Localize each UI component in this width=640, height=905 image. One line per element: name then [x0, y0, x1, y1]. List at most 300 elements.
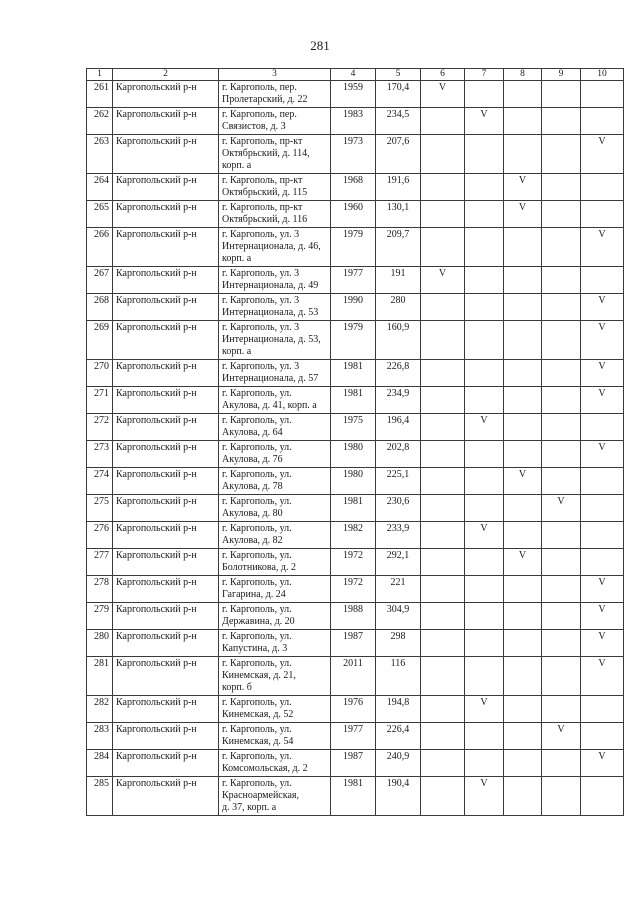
address-line: г. Каргополь, пр-кт: [222, 136, 303, 147]
mark-cell-col-6: [421, 696, 465, 723]
mark-cell-col-6: V: [421, 81, 465, 108]
mark-cell-col-9: [542, 387, 581, 414]
address-line: Акулова, д. 82: [222, 535, 283, 546]
mark-cell-col-9: [542, 549, 581, 576]
row-number: 272: [87, 414, 113, 441]
mark-cell-col-8: V: [504, 174, 542, 201]
mark-cell-col-7: [465, 468, 504, 495]
area-cell: 170,4: [376, 81, 421, 108]
address-line: Капустина, д. 3: [222, 643, 288, 654]
district-cell: Каргопольский р-н: [113, 174, 219, 201]
mark-cell-col-7: [465, 576, 504, 603]
address-cell: [219, 696, 331, 723]
area-cell: 280: [376, 294, 421, 321]
column-number: 5: [376, 69, 421, 81]
column-number: 7: [465, 69, 504, 81]
mark-cell-col-10: [581, 81, 624, 108]
year-cell: 2011: [331, 657, 376, 696]
mark-cell-col-10: [581, 468, 624, 495]
mark-cell-col-9: [542, 441, 581, 468]
address-line: г. Каргополь, ул.: [222, 658, 292, 669]
address-cell: [219, 657, 331, 696]
row-number: 278: [87, 576, 113, 603]
area-cell: 226,8: [376, 360, 421, 387]
district-cell: Каргопольский р-н: [113, 522, 219, 549]
year-cell: 1981: [331, 360, 376, 387]
mark-cell-col-8: [504, 522, 542, 549]
mark-cell-col-6: [421, 228, 465, 267]
mark-cell-col-7: [465, 228, 504, 267]
column-number: 6: [421, 69, 465, 81]
mark-cell-col-6: [421, 576, 465, 603]
column-number: 9: [542, 69, 581, 81]
mark-cell-col-10: V: [581, 657, 624, 696]
mark-cell-col-9: [542, 267, 581, 294]
table-row: [87, 294, 624, 321]
row-number: 279: [87, 603, 113, 630]
address-line: г. Каргополь, ул. 3: [222, 322, 300, 333]
address-line: г. Каргополь, ул.: [222, 469, 292, 480]
row-number: 277: [87, 549, 113, 576]
year-cell: 1959: [331, 81, 376, 108]
district-cell: Каргопольский р-н: [113, 321, 219, 360]
table-row: [87, 81, 624, 108]
district-cell: Каргопольский р-н: [113, 777, 219, 816]
mark-cell-col-10: [581, 201, 624, 228]
row-number: 266: [87, 228, 113, 267]
row-number: 271: [87, 387, 113, 414]
mark-cell-col-6: [421, 294, 465, 321]
mark-cell-col-8: [504, 750, 542, 777]
address-line: г. Каргополь, ул.: [222, 631, 292, 642]
mark-cell-col-9: [542, 108, 581, 135]
row-number: 285: [87, 777, 113, 816]
column-number-row: [87, 69, 624, 81]
address-line: Октябрьский, д. 115: [222, 187, 308, 198]
mark-cell-col-7: [465, 750, 504, 777]
mark-cell-col-7: [465, 360, 504, 387]
row-number: 284: [87, 750, 113, 777]
district-cell: Каргопольский р-н: [113, 576, 219, 603]
mark-cell-col-7: [465, 174, 504, 201]
row-number: 283: [87, 723, 113, 750]
row-number: 261: [87, 81, 113, 108]
table-row: [87, 174, 624, 201]
mark-cell-col-7: V: [465, 108, 504, 135]
address-cell: [219, 630, 331, 657]
mark-cell-col-9: [542, 696, 581, 723]
area-cell: 209,7: [376, 228, 421, 267]
row-number: 276: [87, 522, 113, 549]
mark-cell-col-7: [465, 657, 504, 696]
mark-cell-col-7: V: [465, 522, 504, 549]
mark-cell-col-9: [542, 201, 581, 228]
address-cell: [219, 750, 331, 777]
mark-cell-col-9: [542, 603, 581, 630]
row-number: 265: [87, 201, 113, 228]
address-line: г. Каргополь, ул. 3: [222, 361, 300, 372]
year-cell: 1972: [331, 549, 376, 576]
area-cell: 230,6: [376, 495, 421, 522]
address-line: Интернационала, д. 49: [222, 280, 319, 291]
page-number: 281: [310, 38, 330, 53]
mark-cell-col-9: [542, 321, 581, 360]
district-cell: Каргопольский р-н: [113, 360, 219, 387]
mark-cell-col-7: [465, 441, 504, 468]
row-number: 268: [87, 294, 113, 321]
row-number: 282: [87, 696, 113, 723]
mark-cell-col-6: [421, 657, 465, 696]
address-line: Акулова, д. 76: [222, 454, 283, 465]
year-cell: 1976: [331, 696, 376, 723]
row-number: 269: [87, 321, 113, 360]
address-line: Акулова, д. 78: [222, 481, 283, 492]
column-number: 8: [504, 69, 542, 81]
district-cell: Каргопольский р-н: [113, 201, 219, 228]
address-cell: [219, 360, 331, 387]
mark-cell-col-7: V: [465, 696, 504, 723]
row-number: 274: [87, 468, 113, 495]
address-line: Пролетарский, д. 22: [222, 94, 308, 105]
district-cell: Каргопольский р-н: [113, 750, 219, 777]
address-cell: [219, 777, 331, 816]
year-cell: 1980: [331, 441, 376, 468]
table-row: [87, 657, 624, 696]
row-number: 262: [87, 108, 113, 135]
mark-cell-col-6: [421, 414, 465, 441]
mark-cell-col-8: [504, 576, 542, 603]
district-cell: Каргопольский р-н: [113, 108, 219, 135]
mark-cell-col-7: [465, 294, 504, 321]
address-line: г. Каргополь, ул.: [222, 496, 292, 507]
mark-cell-col-10: [581, 414, 624, 441]
mark-cell-col-10: V: [581, 228, 624, 267]
district-cell: Каргопольский р-н: [113, 414, 219, 441]
table-row: [87, 522, 624, 549]
address-cell: [219, 267, 331, 294]
mark-cell-col-9: [542, 135, 581, 174]
mark-cell-col-8: [504, 723, 542, 750]
column-number: 2: [113, 69, 219, 81]
address-line: корп. а: [222, 160, 252, 171]
mark-cell-col-7: [465, 630, 504, 657]
area-cell: 233,9: [376, 522, 421, 549]
area-cell: 190,4: [376, 777, 421, 816]
address-line: г. Каргополь, пер.: [222, 109, 297, 120]
year-cell: 1980: [331, 468, 376, 495]
district-cell: Каргопольский р-н: [113, 81, 219, 108]
mark-cell-col-9: [542, 777, 581, 816]
mark-cell-col-8: V: [504, 468, 542, 495]
address-line: г. Каргополь, пер.: [222, 82, 297, 93]
table-row: [87, 267, 624, 294]
column-number: 1: [87, 69, 113, 81]
address-line: г. Каргополь, ул.: [222, 697, 292, 708]
mark-cell-col-8: [504, 228, 542, 267]
district-cell: Каргопольский р-н: [113, 387, 219, 414]
area-cell: 194,8: [376, 696, 421, 723]
mark-cell-col-7: [465, 723, 504, 750]
mark-cell-col-10: [581, 108, 624, 135]
mark-cell-col-10: V: [581, 321, 624, 360]
address-line: г. Каргополь, ул.: [222, 388, 292, 399]
table-row: [87, 696, 624, 723]
district-cell: Каргопольский р-н: [113, 495, 219, 522]
mark-cell-col-10: [581, 549, 624, 576]
address-line: Интернационала, д. 53: [222, 307, 319, 318]
district-cell: Каргопольский р-н: [113, 267, 219, 294]
address-line: Державина, д. 20: [222, 616, 295, 627]
address-line: г. Каргополь, ул. 3: [222, 229, 300, 240]
district-cell: Каргопольский р-н: [113, 468, 219, 495]
area-cell: 130,1: [376, 201, 421, 228]
row-number: 270: [87, 360, 113, 387]
address-line: корп. б: [222, 682, 252, 693]
area-cell: 207,6: [376, 135, 421, 174]
column-number: 3: [219, 69, 331, 81]
address-line: Гагарина, д. 24: [222, 589, 286, 600]
mark-cell-col-7: V: [465, 777, 504, 816]
address-cell: [219, 723, 331, 750]
mark-cell-col-7: [465, 267, 504, 294]
mark-cell-col-9: V: [542, 495, 581, 522]
mark-cell-col-8: V: [504, 201, 542, 228]
year-cell: 1983: [331, 108, 376, 135]
address-line: г. Каргополь, ул.: [222, 577, 292, 588]
mark-cell-col-8: [504, 135, 542, 174]
address-line: г. Каргополь, ул.: [222, 523, 292, 534]
address-line: Кинемская, д. 21,: [222, 670, 296, 681]
area-cell: 116: [376, 657, 421, 696]
mark-cell-col-6: [421, 549, 465, 576]
area-cell: 191,6: [376, 174, 421, 201]
address-cell: [219, 549, 331, 576]
address-line: Октябрьский, д. 116: [222, 214, 308, 225]
mark-cell-col-10: [581, 174, 624, 201]
year-cell: 1975: [331, 414, 376, 441]
mark-cell-col-8: [504, 696, 542, 723]
year-cell: 1977: [331, 267, 376, 294]
address-line: г. Каргополь, ул.: [222, 550, 292, 561]
table-row: [87, 495, 624, 522]
mark-cell-col-9: [542, 576, 581, 603]
address-line: Интернационала, д. 53,: [222, 334, 321, 345]
year-cell: 1981: [331, 387, 376, 414]
area-cell: 191: [376, 267, 421, 294]
mark-cell-col-8: [504, 777, 542, 816]
row-number: 263: [87, 135, 113, 174]
address-line: г. Каргополь, ул. 3: [222, 295, 300, 306]
address-cell: [219, 522, 331, 549]
table-row: [87, 576, 624, 603]
area-cell: 298: [376, 630, 421, 657]
mark-cell-col-6: [421, 750, 465, 777]
mark-cell-col-6: [421, 468, 465, 495]
mark-cell-col-6: V: [421, 267, 465, 294]
table-row: [87, 630, 624, 657]
table-row: [87, 201, 624, 228]
area-cell: 240,9: [376, 750, 421, 777]
district-cell: Каргопольский р-н: [113, 228, 219, 267]
address-cell: [219, 108, 331, 135]
address-cell: [219, 387, 331, 414]
year-cell: 1979: [331, 321, 376, 360]
mark-cell-col-6: [421, 495, 465, 522]
row-number: 275: [87, 495, 113, 522]
column-number: 10: [581, 69, 624, 81]
mark-cell-col-7: [465, 201, 504, 228]
mark-cell-col-10: V: [581, 441, 624, 468]
table-row: [87, 108, 624, 135]
mark-cell-col-8: [504, 414, 542, 441]
row-number: 280: [87, 630, 113, 657]
address-line: г. Каргополь, пр-кт: [222, 175, 303, 186]
table-row: [87, 414, 624, 441]
mark-cell-col-9: [542, 657, 581, 696]
area-cell: 226,4: [376, 723, 421, 750]
address-cell: [219, 81, 331, 108]
address-line: Связистов, д. 3: [222, 121, 286, 132]
mark-cell-col-6: [421, 201, 465, 228]
mark-cell-col-10: [581, 495, 624, 522]
year-cell: 1972: [331, 576, 376, 603]
mark-cell-col-6: [421, 723, 465, 750]
mark-cell-col-10: V: [581, 630, 624, 657]
address-cell: [219, 135, 331, 174]
column-number: 4: [331, 69, 376, 81]
mark-cell-col-6: [421, 387, 465, 414]
address-line: г. Каргополь, ул.: [222, 751, 292, 762]
year-cell: 1968: [331, 174, 376, 201]
address-line: корп. а: [222, 253, 252, 264]
mark-cell-col-9: [542, 294, 581, 321]
mark-cell-col-10: [581, 267, 624, 294]
address-line: Акулова, д. 41, корп. а: [222, 400, 317, 411]
year-cell: 1982: [331, 522, 376, 549]
mark-cell-col-7: [465, 387, 504, 414]
address-line: Акулова, д. 64: [222, 427, 283, 438]
mark-cell-col-9: [542, 468, 581, 495]
mark-cell-col-10: V: [581, 750, 624, 777]
year-cell: 1960: [331, 201, 376, 228]
mark-cell-col-10: V: [581, 576, 624, 603]
table-row: [87, 387, 624, 414]
mark-cell-col-8: [504, 603, 542, 630]
mark-cell-col-9: [542, 81, 581, 108]
mark-cell-col-7: [465, 603, 504, 630]
mark-cell-col-6: [421, 441, 465, 468]
table-row: [87, 441, 624, 468]
address-line: д. 37, корп. а: [222, 802, 277, 813]
district-cell: Каргопольский р-н: [113, 441, 219, 468]
mark-cell-col-8: [504, 495, 542, 522]
address-cell: [219, 414, 331, 441]
mark-cell-col-8: [504, 321, 542, 360]
mark-cell-col-10: V: [581, 135, 624, 174]
address-cell: [219, 468, 331, 495]
area-cell: 202,8: [376, 441, 421, 468]
mark-cell-col-6: [421, 321, 465, 360]
address-cell: [219, 321, 331, 360]
mark-cell-col-10: V: [581, 603, 624, 630]
year-cell: 1977: [331, 723, 376, 750]
address-line: Комсомольская, д. 2: [222, 763, 308, 774]
address-cell: [219, 603, 331, 630]
mark-cell-col-6: [421, 360, 465, 387]
mark-cell-col-9: V: [542, 723, 581, 750]
table-row: [87, 321, 624, 360]
district-cell: Каргопольский р-н: [113, 135, 219, 174]
mark-cell-col-6: [421, 108, 465, 135]
mark-cell-col-8: [504, 441, 542, 468]
address-cell: [219, 228, 331, 267]
address-line: г. Каргополь, ул.: [222, 778, 292, 789]
area-cell: 304,9: [376, 603, 421, 630]
mark-cell-col-6: [421, 630, 465, 657]
district-cell: Каргопольский р-н: [113, 657, 219, 696]
address-line: г. Каргополь, ул.: [222, 442, 292, 453]
mark-cell-col-10: [581, 777, 624, 816]
mark-cell-col-7: [465, 321, 504, 360]
district-cell: Каргопольский р-н: [113, 723, 219, 750]
address-line: Болотникова, д. 2: [222, 562, 297, 573]
table-row: [87, 603, 624, 630]
table-row: [87, 228, 624, 267]
mark-cell-col-9: [542, 414, 581, 441]
mark-cell-col-10: [581, 723, 624, 750]
table-row: [87, 360, 624, 387]
row-number: 267: [87, 267, 113, 294]
year-cell: 1987: [331, 750, 376, 777]
area-cell: 221: [376, 576, 421, 603]
mark-cell-col-10: V: [581, 360, 624, 387]
year-cell: 1988: [331, 603, 376, 630]
address-line: г. Каргополь, ул. 3: [222, 268, 300, 279]
mark-cell-col-8: [504, 630, 542, 657]
mark-cell-col-7: V: [465, 414, 504, 441]
mark-cell-col-8: [504, 267, 542, 294]
mark-cell-col-10: V: [581, 387, 624, 414]
district-cell: Каргопольский р-н: [113, 696, 219, 723]
year-cell: 1979: [331, 228, 376, 267]
address-cell: [219, 495, 331, 522]
address-cell: [219, 294, 331, 321]
mark-cell-col-7: [465, 135, 504, 174]
table-row: [87, 723, 624, 750]
mark-cell-col-8: [504, 81, 542, 108]
address-line: Октябрьский, д. 114,: [222, 148, 310, 159]
mark-cell-col-6: [421, 135, 465, 174]
mark-cell-col-8: [504, 657, 542, 696]
mark-cell-col-7: [465, 549, 504, 576]
address-line: Кинемская, д. 54: [222, 736, 294, 747]
mark-cell-col-6: [421, 174, 465, 201]
area-cell: 292,1: [376, 549, 421, 576]
district-cell: Каргопольский р-н: [113, 294, 219, 321]
year-cell: 1981: [331, 777, 376, 816]
mark-cell-col-9: [542, 522, 581, 549]
table-row: [87, 777, 624, 816]
area-cell: 160,9: [376, 321, 421, 360]
mark-cell-col-9: [542, 750, 581, 777]
mark-cell-col-10: [581, 522, 624, 549]
table-row: [87, 135, 624, 174]
district-cell: Каргопольский р-н: [113, 630, 219, 657]
year-cell: 1973: [331, 135, 376, 174]
area-cell: 196,4: [376, 414, 421, 441]
address-line: Красноармейская,: [222, 790, 299, 801]
district-cell: Каргопольский р-н: [113, 549, 219, 576]
